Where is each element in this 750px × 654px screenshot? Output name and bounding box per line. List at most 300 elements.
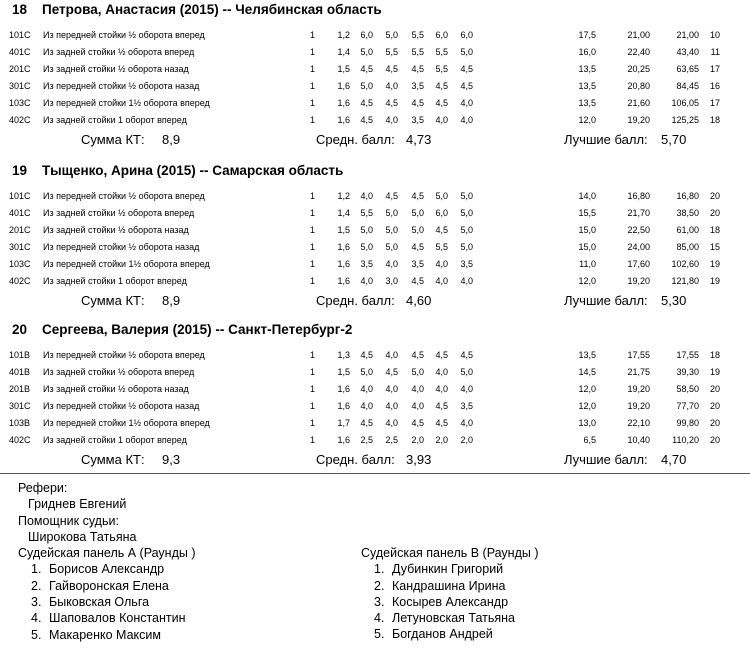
dive-round: 1 [309, 208, 315, 218]
dive-round: 1 [309, 384, 315, 394]
judge-score: 3,5 [411, 81, 424, 91]
athlete-header [12, 2, 382, 17]
running-rank: 20 [709, 384, 720, 394]
judge-number: 1. [31, 562, 42, 577]
judge-score: 6,0 [360, 30, 373, 40]
judge-name: Летуновская Татьяна [392, 611, 516, 626]
running-total: 61,00 [676, 225, 699, 235]
avg-label: Средн. балл: [316, 452, 395, 467]
dive-description: Из передней стойки ½ оборота назад [43, 401, 200, 411]
judge-name: Богданов Андрей [392, 627, 493, 642]
dive-difficulty: 1,6 [337, 276, 350, 286]
judge-score: 5,0 [360, 242, 373, 252]
judge-number: 4. [31, 611, 42, 626]
athlete-block [0, 322, 750, 482]
dive-total: 21,75 [627, 367, 650, 377]
avg-label: Средн. балл: [316, 132, 395, 147]
running-total: 38,50 [676, 208, 699, 218]
running-total: 121,80 [671, 276, 699, 286]
athlete-summary [0, 293, 750, 311]
judge-score: 5,0 [385, 242, 398, 252]
judge-score: 4,5 [411, 350, 424, 360]
dive-round: 1 [309, 64, 315, 74]
judge-score: 4,0 [385, 401, 398, 411]
judge-name: Макаренко Максим [49, 627, 161, 642]
judge-score: 4,5 [435, 350, 448, 360]
kt-value: 8,9 [162, 293, 181, 308]
athlete-summary [0, 452, 750, 470]
judge-score: 5,0 [460, 225, 473, 235]
athlete-header [12, 163, 343, 178]
running-rank: 20 [709, 418, 720, 428]
judge-score: 5,0 [411, 367, 424, 377]
dive-difficulty: 1,4 [337, 208, 350, 218]
judge-score: 4,0 [460, 98, 473, 108]
dive-total: 21,60 [627, 98, 650, 108]
running-total: 17,55 [676, 350, 699, 360]
judge-score: 4,0 [435, 115, 448, 125]
judge-score: 4,5 [411, 242, 424, 252]
dive-round: 1 [309, 418, 315, 428]
running-total: 16,80 [676, 191, 699, 201]
best-label: Лучшие балл: [564, 293, 648, 308]
dive-round: 1 [309, 350, 315, 360]
judge-score: 5,5 [360, 208, 373, 218]
dive-difficulty: 1,6 [337, 81, 350, 91]
dive-description: Из задней стойки ½ оборота вперед [43, 208, 195, 218]
avg-value: 4,73 [406, 132, 432, 147]
score-sum: 12,0 [578, 401, 596, 411]
referee-label: Рефери: [18, 481, 68, 495]
score-sum: 16,0 [578, 47, 596, 57]
dive-round: 1 [309, 276, 315, 286]
judge-name: Быковская Ольга [49, 595, 150, 610]
judge-score: 4,0 [385, 350, 398, 360]
dive-difficulty: 1,7 [337, 418, 350, 428]
dive-description: Из задней стойки ½ оборота вперед [43, 47, 195, 57]
running-total: 43,40 [676, 47, 699, 57]
judge-score: 4,5 [460, 350, 473, 360]
judge-score: 4,0 [411, 384, 424, 394]
dive-round: 1 [309, 98, 315, 108]
score-sum: 13,5 [578, 350, 596, 360]
dive-description: Из передней стойки 1½ оборота вперед [43, 98, 210, 108]
judge-score: 4,5 [435, 225, 448, 235]
judge-number: 5. [31, 627, 42, 642]
dive-round: 1 [309, 242, 315, 252]
dive-row [0, 64, 750, 81]
best-value: 4,70 [661, 452, 687, 467]
judge-score: 5,0 [460, 191, 473, 201]
dive-round: 1 [309, 191, 315, 201]
assistant-label: Помощник судьи: [18, 513, 119, 528]
judge-score: 4,0 [385, 384, 398, 394]
running-rank: 19 [709, 259, 720, 269]
dive-description: Из передней стойки ½ оборота назад [43, 242, 200, 252]
kt-value: 9,3 [162, 452, 181, 467]
judge-number: 2. [374, 578, 385, 593]
officials-left [18, 480, 196, 643]
running-total: 102,60 [671, 259, 699, 269]
judge-score: 5,0 [360, 81, 373, 91]
dive-description: Из передней стойки ½ оборота вперед [43, 191, 205, 201]
athlete-block [0, 2, 750, 162]
score-sum: 12,0 [578, 384, 596, 394]
dive-row [0, 242, 750, 259]
judge-score: 4,0 [460, 115, 473, 125]
judge-score: 4,5 [360, 64, 373, 74]
judge-score: 4,5 [435, 418, 448, 428]
judge-score: 4,5 [385, 98, 398, 108]
dive-description: Из передней стойки ½ оборота вперед [43, 350, 205, 360]
best-value: 5,30 [661, 293, 687, 308]
dive-round: 1 [309, 401, 315, 411]
score-sum: 13,5 [578, 81, 596, 91]
dive-row [0, 367, 750, 384]
judge-list-item [361, 594, 539, 610]
judge-score: 2,5 [385, 435, 398, 445]
running-total: 21,00 [676, 30, 699, 40]
dive-round: 1 [309, 259, 315, 269]
judge-score: 5,5 [435, 47, 448, 57]
running-rank: 17 [709, 64, 720, 74]
running-total: 85,00 [676, 242, 699, 252]
dive-difficulty: 1,6 [337, 242, 350, 252]
dive-row [0, 98, 750, 115]
dive-row [0, 81, 750, 98]
dive-row [0, 191, 750, 208]
running-total: 125,25 [671, 115, 699, 125]
dive-total: 21,70 [627, 208, 650, 218]
judge-score: 5,5 [385, 47, 398, 57]
judge-list-item [18, 594, 196, 610]
dive-row [0, 418, 750, 435]
dive-code: 402C [9, 435, 31, 445]
dive-total: 22,10 [627, 418, 650, 428]
section-divider [0, 473, 750, 474]
score-sum: 13,5 [578, 64, 596, 74]
judge-score: 4,5 [360, 98, 373, 108]
dive-round: 1 [309, 435, 315, 445]
judge-score: 4,0 [411, 401, 424, 411]
judge-number: 2. [31, 578, 42, 593]
judge-score: 4,0 [435, 259, 448, 269]
panel-b-list [361, 561, 539, 642]
dive-description: Из передней стойки 1½ оборота вперед [43, 418, 210, 428]
judge-name: Гайворонская Елена [49, 578, 169, 593]
dive-row [0, 276, 750, 293]
dive-code: 301C [9, 401, 31, 411]
judge-name: Шаповалов Константин [49, 611, 186, 626]
judge-score: 4,5 [411, 64, 424, 74]
dive-row [0, 47, 750, 64]
judge-score: 2,5 [360, 435, 373, 445]
judge-score: 4,5 [460, 81, 473, 91]
judge-score: 5,0 [360, 47, 373, 57]
dive-total: 22,50 [627, 225, 650, 235]
judge-score: 4,5 [385, 191, 398, 201]
running-rank: 20 [709, 208, 720, 218]
dive-total: 19,20 [627, 276, 650, 286]
dive-row [0, 401, 750, 418]
dive-round: 1 [309, 30, 315, 40]
judge-list-item [361, 578, 539, 594]
dive-difficulty: 1,6 [337, 115, 350, 125]
judge-list-item [18, 610, 196, 626]
judge-score: 4,5 [360, 418, 373, 428]
dive-code: 101B [9, 350, 31, 360]
dive-description: Из задней стойки ½ оборота назад [43, 384, 189, 394]
running-total: 77,70 [676, 401, 699, 411]
panel-b-label: Судейская панель В (Раунды ) [361, 546, 539, 560]
assistant-name: Широкова Татьяна [28, 529, 137, 544]
judge-score: 4,5 [435, 81, 448, 91]
judge-score: 4,5 [385, 64, 398, 74]
score-sum: 17,5 [578, 30, 596, 40]
judge-score: 4,0 [460, 384, 473, 394]
judge-name: Косырев Александр [392, 594, 509, 609]
judge-name: Кандрашина Ирина [392, 578, 506, 593]
judge-score: 6,0 [435, 30, 448, 40]
dive-total: 17,60 [627, 259, 650, 269]
running-rank: 20 [709, 401, 720, 411]
judge-score: 4,0 [460, 418, 473, 428]
running-total: 58,50 [676, 384, 699, 394]
kt-label: Сумма КТ: [81, 452, 145, 467]
running-rank: 18 [709, 115, 720, 125]
dive-difficulty: 1,3 [337, 350, 350, 360]
judge-score: 3,5 [460, 401, 473, 411]
judge-score: 2,0 [435, 435, 448, 445]
dive-difficulty: 1,2 [337, 30, 350, 40]
dive-description: Из передней стойки ½ оборота назад [43, 81, 200, 91]
judge-score: 5,0 [435, 191, 448, 201]
dive-description: Из задней стойки ½ оборота назад [43, 225, 189, 235]
running-total: 99,80 [676, 418, 699, 428]
dive-total: 20,80 [627, 81, 650, 91]
judge-score: 4,0 [360, 191, 373, 201]
score-sum: 12,0 [578, 276, 596, 286]
dive-code: 103B [9, 418, 31, 428]
dive-code: 402C [9, 115, 31, 125]
dive-code: 401C [9, 47, 31, 57]
dive-code: 301C [9, 81, 31, 91]
running-total: 84,45 [676, 81, 699, 91]
score-sum: 11,0 [579, 259, 596, 269]
judge-score: 5,5 [411, 47, 424, 57]
score-sum: 14,0 [578, 191, 596, 201]
judge-number: 4. [374, 611, 385, 626]
judge-score: 2,0 [411, 435, 424, 445]
dive-row [0, 225, 750, 242]
judge-score: 5,0 [385, 208, 398, 218]
judge-score: 4,0 [460, 276, 473, 286]
dive-difficulty: 1,6 [337, 401, 350, 411]
dive-total: 17,55 [627, 350, 650, 360]
athlete-name: Тыщенко, Арина (2015) -- Самарская область [42, 163, 344, 178]
dive-description: Из задней стойки 1 оборот вперед [43, 435, 187, 445]
running-rank: 15 [709, 242, 720, 252]
judge-list-item [361, 610, 539, 626]
judge-number: 1. [374, 562, 385, 577]
dive-row [0, 259, 750, 276]
judge-score: 5,5 [411, 30, 424, 40]
judge-score: 3,5 [360, 259, 373, 269]
running-rank: 17 [709, 98, 720, 108]
dive-difficulty: 1,5 [337, 367, 350, 377]
running-rank: 10 [709, 30, 720, 40]
judge-score: 4,0 [435, 384, 448, 394]
judge-score: 5,0 [460, 208, 473, 218]
running-rank: 18 [709, 350, 720, 360]
dive-row [0, 384, 750, 401]
judge-score: 3,5 [460, 259, 473, 269]
judge-score: 5,0 [411, 208, 424, 218]
avg-label: Средн. балл: [316, 293, 395, 308]
dive-difficulty: 1,6 [337, 259, 350, 269]
judge-score: 3,5 [411, 115, 424, 125]
dive-description: Из задней стойки 1 оборот вперед [43, 276, 187, 286]
dive-description: Из задней стойки 1 оборот вперед [43, 115, 187, 125]
dive-row [0, 208, 750, 225]
kt-value: 8,9 [162, 132, 181, 147]
dive-total: 10,40 [627, 435, 650, 445]
running-total: 63,65 [676, 64, 699, 74]
score-sum: 6,5 [583, 435, 596, 445]
score-sum: 15,5 [578, 208, 596, 218]
judge-list-item [361, 626, 539, 642]
best-label: Лучшие балл: [564, 452, 648, 467]
dive-total: 22,40 [627, 47, 650, 57]
running-rank: 19 [709, 276, 720, 286]
dive-row [0, 115, 750, 132]
judge-score: 4,0 [360, 401, 373, 411]
score-sum: 13,0 [578, 418, 596, 428]
dive-total: 24,00 [627, 242, 650, 252]
dive-description: Из передней стойки 1½ оборота вперед [43, 259, 210, 269]
judge-score: 4,0 [360, 384, 373, 394]
running-rank: 16 [709, 81, 720, 91]
dive-code: 201B [9, 384, 31, 394]
running-rank: 18 [709, 225, 720, 235]
dive-code: 401C [9, 208, 31, 218]
running-rank: 11 [710, 47, 720, 57]
dive-code: 103C [9, 98, 31, 108]
best-value: 5,70 [661, 132, 687, 147]
judge-score: 4,5 [385, 367, 398, 377]
panel-a-label: Судейская панель А (Раунды ) [18, 546, 196, 561]
running-rank: 20 [709, 191, 720, 201]
dive-total: 20,25 [627, 64, 650, 74]
dive-total: 21,00 [627, 30, 650, 40]
avg-value: 4,60 [406, 293, 432, 308]
dive-code: 402C [9, 276, 31, 286]
judge-score: 5,0 [460, 242, 473, 252]
dive-total: 19,20 [627, 115, 650, 125]
judge-score: 4,0 [385, 81, 398, 91]
officials-right [361, 545, 539, 643]
judge-score: 5,0 [360, 225, 373, 235]
judge-score: 4,5 [435, 98, 448, 108]
running-total: 106,05 [671, 98, 699, 108]
athlete-name: Сергеева, Валерия (2015) -- Санкт-Петербург-2 [42, 322, 353, 337]
judge-score: 6,0 [460, 30, 473, 40]
dive-code: 103C [9, 259, 31, 269]
score-sum: 13,5 [578, 98, 596, 108]
dive-total: 19,20 [627, 384, 650, 394]
dive-round: 1 [309, 367, 315, 377]
score-sum: 15,0 [578, 242, 596, 252]
dive-round: 1 [309, 47, 315, 57]
judge-score: 5,0 [460, 47, 473, 57]
judge-score: 5,0 [411, 225, 424, 235]
judge-score: 4,5 [411, 191, 424, 201]
judge-score: 4,0 [385, 418, 398, 428]
running-rank: 19 [709, 367, 720, 377]
score-sum: 15,0 [578, 225, 596, 235]
athlete-header [12, 322, 352, 337]
judge-score: 5,0 [385, 225, 398, 235]
dive-code: 201C [9, 225, 31, 235]
dive-code: 401B [9, 367, 31, 377]
judge-score: 4,0 [385, 115, 398, 125]
dive-code: 101C [9, 30, 31, 40]
dive-round: 1 [309, 225, 315, 235]
dive-difficulty: 1,5 [337, 225, 350, 235]
running-total: 110,20 [672, 435, 699, 445]
dive-code: 201C [9, 64, 31, 74]
judge-score: 4,5 [411, 418, 424, 428]
dive-row [0, 30, 750, 47]
judge-score: 4,5 [411, 276, 424, 286]
judge-score: 5,0 [360, 367, 373, 377]
judge-score: 4,5 [360, 115, 373, 125]
athlete-place: 18 [12, 2, 28, 17]
judge-score: 4,5 [460, 64, 473, 74]
athlete-summary [0, 132, 750, 150]
dive-difficulty: 1,2 [337, 191, 350, 201]
judge-list-item [18, 578, 196, 594]
judge-list-item [361, 561, 539, 577]
judge-score: 2,0 [460, 435, 473, 445]
best-label: Лучшие балл: [564, 132, 648, 147]
judge-score: 5,0 [385, 30, 398, 40]
judge-score: 6,0 [435, 208, 448, 218]
judge-score: 4,5 [435, 401, 448, 411]
dive-description: Из задней стойки ½ оборота вперед [43, 367, 195, 377]
referee-name: Гриднев Евгений [28, 497, 127, 512]
dive-row [0, 350, 750, 367]
kt-label: Сумма КТ: [81, 293, 145, 308]
running-rank: 20 [709, 435, 720, 445]
kt-label: Сумма КТ: [81, 132, 145, 147]
dive-total: 16,80 [627, 191, 650, 201]
judge-score: 5,5 [435, 64, 448, 74]
judge-score: 4,5 [411, 98, 424, 108]
score-sum: 12,0 [578, 115, 596, 125]
dive-round: 1 [309, 81, 315, 91]
dive-description: Из задней стойки ½ оборота назад [43, 64, 189, 74]
dive-difficulty: 1,4 [337, 47, 350, 57]
judge-score: 4,0 [360, 276, 373, 286]
panel-a-list [18, 561, 196, 642]
judge-score: 3,5 [411, 259, 424, 269]
dive-code: 101C [9, 191, 31, 201]
dive-row [0, 435, 750, 452]
dive-difficulty: 1,5 [337, 64, 350, 74]
dive-description: Из передней стойки ½ оборота вперед [43, 30, 205, 40]
athlete-block [0, 163, 750, 323]
